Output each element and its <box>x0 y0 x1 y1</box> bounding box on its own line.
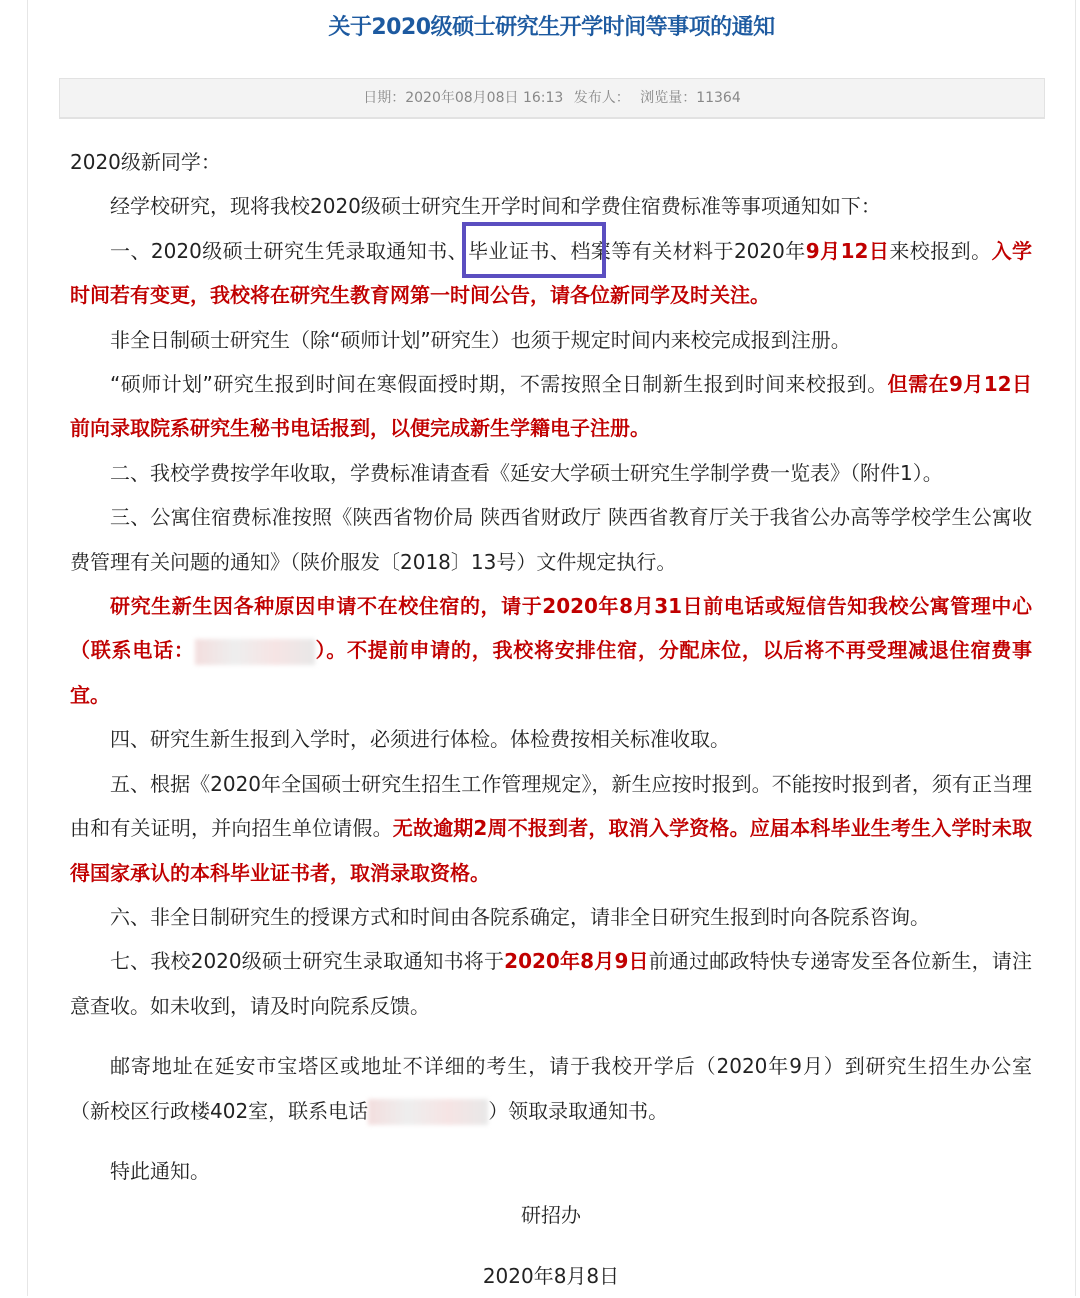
paragraph <box>70 1254 1032 1298</box>
paragraph <box>70 362 1032 451</box>
paragraph <box>70 140 1032 184</box>
text-segment: 来校报到。 <box>889 238 992 263</box>
text-segment: 非全日制硕士研究生（除“硕师计划”研究生）也须于规定时间内来校完成报到注册。 <box>110 327 851 352</box>
text-segment: 2020级新同学： <box>70 150 221 174</box>
text-segment: 邮寄地址在延安市宝塔区或地址不详细的考生，请于我校开学后（2020年9月）到研究生招生办公室（新校区行政楼402室，联系电话 <box>70 1054 1032 1123</box>
text-segment: 特此通知。 <box>110 1158 210 1183</box>
paragraph <box>70 939 1032 1028</box>
spacer <box>70 1133 1032 1149</box>
emphasis-text: 但需在9月12日前向录取院系研究生秘书电话报到，以便完成新生学籍电子注册。 <box>70 372 1032 441</box>
publisher: 发布人： <box>573 90 630 106</box>
article-body <box>70 140 1032 1298</box>
paragraph <box>70 1149 1032 1193</box>
view-count: 浏览量：11364 <box>640 90 741 106</box>
text-segment: 2020年8月8日 <box>482 1263 620 1288</box>
paragraph <box>70 451 1032 495</box>
text-segment: ）领取录取通知书。 <box>488 1098 669 1123</box>
spacer <box>70 1028 1032 1044</box>
text-segment: 五、根据《2020年全国硕士研究生招生工作管理规定》，新生应按时报到。不能按时报到者，须有正当理由和有关证明，并向招生单位请假。 <box>70 771 1032 841</box>
emphasis-text: 入学时间若有变更，我校将在研究生教育网第一时间公告，请各位新同学及时关注。 <box>70 238 1033 308</box>
text-segment: 四、研究生新生报到入学时，必须进行体检。体检费按相关标准收取。 <box>110 727 730 752</box>
annotation-highlight-box <box>462 222 606 278</box>
paragraph <box>70 717 1032 761</box>
spacer <box>70 1238 1032 1254</box>
paragraph <box>70 895 1032 939</box>
paragraph <box>70 762 1032 895</box>
text-segment: 一、2020级硕士研究生凭录取通知书、毕业证书、档案等有关材料于2020年 <box>110 238 806 263</box>
emphasis-text: ）。不提前申请的，我校将安排住宿，分配床位，以后将不再受理减退住宿费事宜。 <box>70 638 1033 707</box>
text-segment: 六、非全日制研究生的授课方式和时间由各院系确定，请非全日研究生报到时向各院系咨询。 <box>110 904 930 929</box>
redacted-phone <box>368 1099 488 1125</box>
article-meta-bar <box>59 78 1045 119</box>
text-segment: “硕师计划”研究生报到时间在寒假面授时期，不需按照全日制新生报到时间来校报到。 <box>110 372 888 397</box>
emphasis-text: 9月12日 <box>805 238 890 263</box>
text-segment: 七、我校2020级硕士研究生录取通知书将于 <box>110 949 505 974</box>
article-title: 关于2020级硕士研究生开学时间等事项的通知 <box>328 15 775 40</box>
paragraph <box>70 1193 1032 1237</box>
text-segment: 研招办 <box>521 1203 581 1228</box>
paragraph <box>70 1044 1032 1133</box>
text-segment: 前通过邮政特快专递寄发至各位新生，请注意查收。如未收到，请及时向院系反馈。 <box>70 949 1033 1018</box>
emphasis-text: 2020年8月9日 <box>504 949 649 974</box>
publish-date: 日期：2020年08月08日 16:13 <box>363 90 564 106</box>
emphasis-text: 无故逾期2周不报到者，取消入学资格。应届本科毕业生考生入学时未取得国家承认的本科毕业证书者，取消录取资格。 <box>70 816 1032 885</box>
text-segment: 三、公寓住宿费标准按照《陕西省物价局 陕西省财政厅 陕西省教育厅关于我省公办高等学校学生公寓收费管理有关问题的通知》（陕价服发〔2018〕13号）文件规定执行。 <box>70 505 1032 574</box>
paragraph <box>70 584 1032 717</box>
text-segment: 经学校研究，现将我校2020级硕士研究生开学时间和学费住宿费标准等事项通知如下： <box>110 194 881 219</box>
paragraph <box>70 318 1032 362</box>
paragraph <box>70 495 1032 584</box>
text-segment: 二、我校学费按学年收取，学费标准请查看《延安大学硕士研究生学制学费一览表》（附件1）。 <box>110 460 943 485</box>
emphasis-text: 研究生新生因各种原因申请不在校住宿的，请于2020年8月31日前电话或短信告知我校公寓管理中心（联系电话： <box>70 594 1032 663</box>
redacted-phone <box>195 639 315 665</box>
